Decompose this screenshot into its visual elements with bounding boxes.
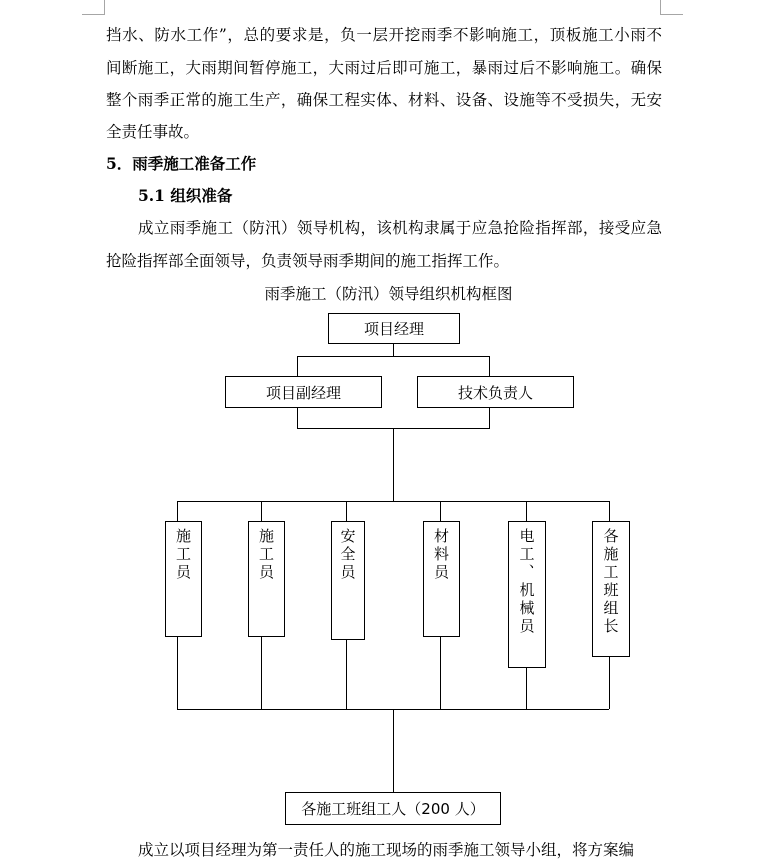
connector: [393, 709, 394, 792]
paragraph-line: 抢险指挥部全面领导，负责领导雨季期间的施工指挥工作。: [106, 252, 510, 270]
connector: [261, 636, 262, 709]
connector: [526, 501, 527, 522]
box-team-leaders: 各施工班组长: [592, 521, 630, 657]
subsection-heading: 5.1 组织准备: [138, 186, 233, 205]
connector: [489, 356, 490, 376]
paragraph-line: 间断施工，大雨期间暂停施工，大雨过后即可施工，暴雨过后不影响施工。确保: [106, 59, 662, 77]
paragraph-line-partial: 成立以项目经理为第一责任人的施工现场的雨季施工领导小组，将方案编: [138, 841, 635, 859]
connector: [177, 636, 178, 709]
org-chart-title: 雨季施工（防汛）领导组织机构框图: [264, 285, 513, 303]
connector: [297, 356, 298, 376]
section-heading: 5．雨季施工准备工作: [106, 154, 257, 173]
connector: [177, 501, 178, 522]
connector: [393, 343, 394, 356]
connector: [393, 428, 394, 501]
paragraph-line: 全责任事故。: [106, 123, 200, 141]
box-electrician-mechanic: 电工、机械员: [508, 521, 546, 668]
paragraph-line: 整个雨季正常的施工生产，确保工程实体、材料、设备、设施等不受损失，无安: [106, 91, 662, 109]
connector: [609, 656, 610, 709]
connector: [440, 501, 441, 522]
connector: [609, 501, 610, 522]
page-corner-mark-right: [660, 0, 683, 15]
connector: [440, 636, 441, 709]
box-team-workers: 各施工班组工人（200 人）: [285, 792, 501, 825]
connector: [526, 667, 527, 709]
paragraph-line: 挡水、防水工作”，总的要求是，负一层开挖雨季不影响施工，顶板施工小雨不: [106, 26, 662, 44]
box-construction-worker-2: 施工员: [248, 521, 285, 637]
box-deputy-manager: 项目副经理: [225, 376, 382, 408]
connector: [346, 639, 347, 709]
connector: [297, 408, 298, 428]
page-corner-mark-left: [82, 0, 105, 15]
connector: [489, 408, 490, 428]
connector: [177, 501, 609, 502]
box-materials-officer: 材料员: [423, 521, 460, 637]
box-safety-officer: 安全员: [331, 521, 365, 640]
paragraph-line: 成立雨季施工（防汛）领导机构，该机构隶属于应急抢险指挥部，接受应急: [138, 219, 662, 237]
connector: [297, 356, 490, 357]
connector: [261, 501, 262, 522]
box-technical-lead: 技术负责人: [417, 376, 574, 408]
connector: [346, 501, 347, 522]
box-construction-worker-1: 施工员: [165, 521, 202, 637]
box-project-manager: 项目经理: [328, 313, 460, 344]
